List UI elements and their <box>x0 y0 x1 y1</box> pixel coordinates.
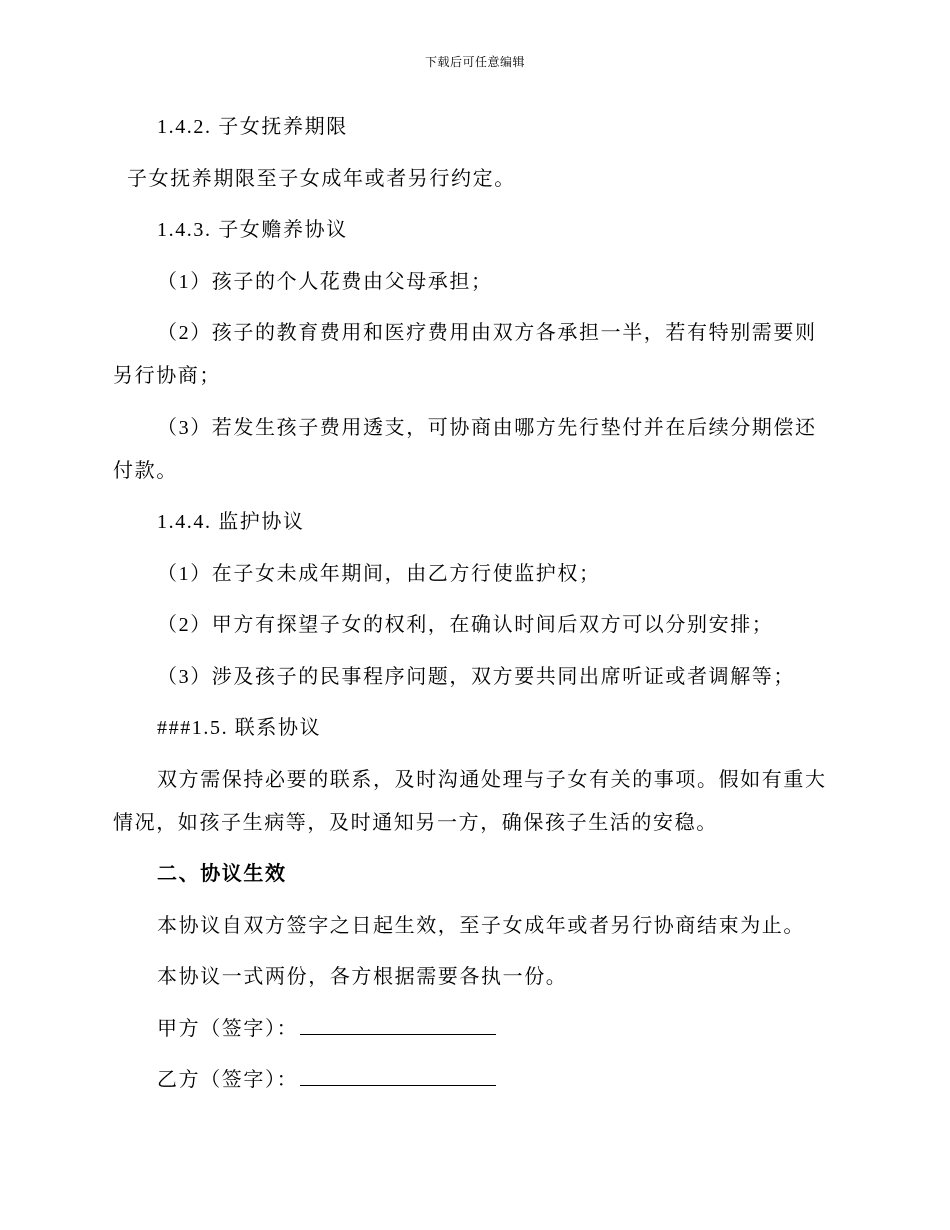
list-item: （2）孩子的教育费用和医疗费用由双方各承担一半，若有特别需要则另行协商； <box>113 322 817 387</box>
list-item: （1）在子女未成年期间，由乙方行使监护权； <box>157 562 601 585</box>
signature-row-party-b <box>113 1059 833 1102</box>
document-body <box>113 106 833 1111</box>
signature-label-party-a: 甲方（签字）： <box>157 1017 299 1040</box>
page-header-note: 下载后可任意编辑 <box>424 55 525 69</box>
signature-row-party-a <box>113 1008 833 1051</box>
clause-heading-1-5: ###1.5. 联系协议 <box>157 717 322 739</box>
list-item: （2）甲方有探望子女的权利，在确认时间后双方可以分别安排； <box>157 614 774 636</box>
list-item: （3）涉及孩子的民事程序问题，双方要共同出席听证或者调解等； <box>157 665 795 688</box>
list-item: （3）若发生孩子费用透支，可协商由哪方先行垫付并在后续分期偿还付款。 <box>113 416 817 482</box>
signature-label-party-b: 乙方（签字）： <box>157 1069 299 1091</box>
clause-heading-1-4-3: 1.4.3. 子女赡养协议 <box>157 219 348 241</box>
signature-line-party-b <box>300 1069 496 1086</box>
section-paragraph: 本协议一式两份，各方根据需要各执一份。 <box>157 966 568 988</box>
section-heading-2: 二、协议生效 <box>157 863 287 885</box>
clause-heading-1-4-4: 1.4.4. 监护协议 <box>157 511 305 533</box>
clause-text-1-4-2: 子女抚养期限至子女成年或者另行约定。 <box>127 167 516 190</box>
list-item: （1）孩子的个人花费由父母承担； <box>157 270 493 293</box>
clause-text-1-5: 双方需保持必要的联系，及时沟通处理与子女有关的事项。假如有重大情况，如孩子生病等，及时通知另一方，确保孩子生活的安稳。 <box>113 768 827 834</box>
clause-heading-1-4-2: 1.4.2. 子女抚养期限 <box>157 116 348 138</box>
signature-line-party-a <box>300 1018 496 1035</box>
section-paragraph: 本协议自双方签字之日起生效，至子女成年或者另行协商结束为止。 <box>157 914 805 937</box>
